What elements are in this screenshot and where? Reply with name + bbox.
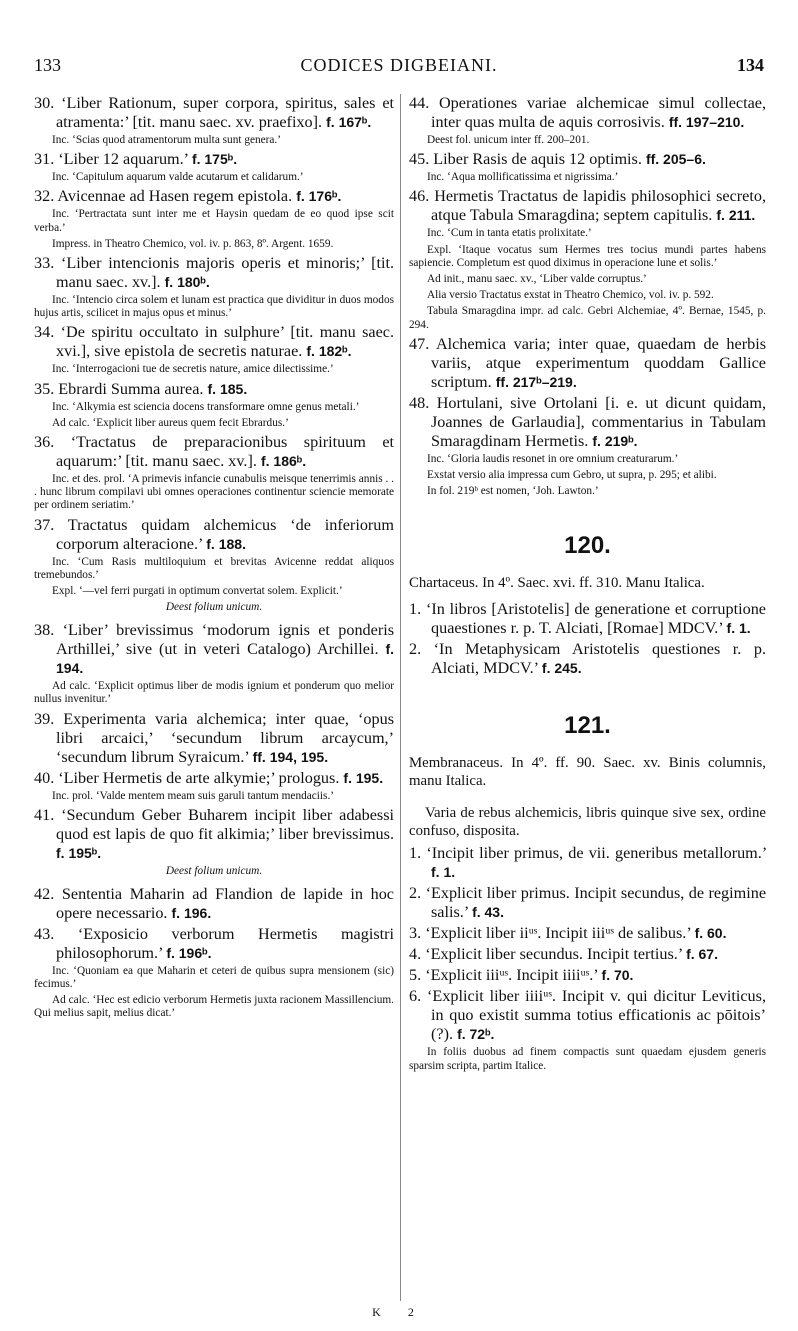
catalog-entry <box>34 433 394 471</box>
entry-note: Expl. ‘—vel ferri purgati in optimum convertat solem. Explicit.’ <box>52 585 343 598</box>
entry-text: ‘Explicit liber iiᵘˢ. Incipit iiiᵘˢ de salibus.’ <box>425 924 691 943</box>
folio-reference: ff. 217ᵇ–219. <box>495 373 577 390</box>
folio-reference: f. 211. <box>716 207 756 224</box>
catalog-entry <box>409 600 766 638</box>
folio-reference: f. 70. <box>601 967 634 984</box>
right-column <box>409 94 766 1076</box>
catalog-entry <box>34 323 394 361</box>
lacuna-note: Deest folium unicum. <box>165 601 263 614</box>
entry-number: 45. <box>409 150 430 169</box>
entry-number: 41. <box>34 805 55 824</box>
entry-note: Alia versio Tractatus exstat in Theatro Chemico, vol. iv. p. 592. <box>427 289 714 302</box>
catalog-entry <box>409 987 766 1044</box>
catalog-entry <box>34 769 394 788</box>
folio-reference: f. 175ᵇ. <box>191 151 238 168</box>
entry-text: ‘Liber’ brevissimus ‘modorum ignis et ponderis Arthillei,’ sive (ut in veteri Catalogo) Archillei. <box>56 621 395 659</box>
folio-reference: f. 219ᵇ. <box>592 432 638 449</box>
page-number-left: 133 <box>34 55 61 75</box>
folio-reference: f. 186ᵇ. <box>260 453 307 470</box>
catalog-entry <box>409 394 766 451</box>
lacuna-note: Deest folium unicum. <box>165 864 263 877</box>
folio-reference: f. 196. <box>171 904 212 921</box>
entry-text: ‘Secundum Geber Buharem incipit liber adabessi quod est lapis de quo fit alkimia;’ liber brevissimus. <box>56 805 394 843</box>
codex-summary: Varia de rebus alchemicis, libris quinque sive sex, ordine confuso, disposita. <box>409 805 766 840</box>
running-title: CODICES DIGBEIANI. <box>300 55 498 75</box>
entry-note: Inc. ‘Cum Rasis multiloquium et brevitas Avicenne reddat aliquos tremebundos.’ <box>34 555 394 581</box>
folio-reference: f. 182ᵇ. <box>306 343 352 360</box>
catalog-entry <box>409 844 766 882</box>
entry-number: 2. <box>409 640 422 659</box>
entry-text: ‘Liber Rationum, super corpora, spiritus, sales et atramenta:’ [tit. manu saec. xv. praefixo]. <box>56 94 394 131</box>
entry-number: 48. <box>409 393 430 412</box>
entry-note: Inc. ‘Gloria laudis resonet in ore omnium creaturarum.’ <box>427 452 679 465</box>
folio-reference: f. 176ᵇ. <box>296 188 342 205</box>
entry-note: Expl. ‘Itaque vocatus sum Hermes tres tocius mundi partes habens sapiencie. Completum est quod diximus in operacione lune et solis.’ <box>409 243 766 269</box>
folio-reference: f. 188. <box>206 535 246 552</box>
entry-number: 2. <box>409 884 422 903</box>
codex-number: 121. <box>564 712 611 740</box>
entry-text: ‘Liber Hermetis de arte alkymie;’ prologus. <box>58 768 340 787</box>
entry-text: ‘Tractatus de preparacionibus spirituum et aquarum:’ [tit. manu saec. xv.]. <box>56 433 395 471</box>
entry-note: Ad init., manu saec. xv., ‘Liber valde corruptus.’ <box>427 273 647 286</box>
catalog-entry <box>34 885 394 923</box>
entry-text: Liber Rasis de aquis 12 optimis. <box>433 150 642 169</box>
entry-text: ‘De spiritu occultato in sulphure’ [tit. manu saec. xvi.], sive epistola de secretis naturae. <box>56 323 394 361</box>
folio-reference: f. 72ᵇ. <box>457 1026 495 1043</box>
entry-note: Inc. ‘Quoniam ea que Maharin et ceteri de quibus supra mensionem (sic) fecimus.’ <box>34 964 394 991</box>
catalog-entry <box>34 621 394 678</box>
folio-reference: ff. 205–6. <box>645 151 706 168</box>
entry-text: ‘Exposicio verborum Hermetis magistri philosophorum.’ <box>56 924 394 962</box>
left-column <box>34 94 394 1024</box>
catalog-entry <box>34 94 394 132</box>
entry-text: Hermetis Tractatus de lapidis philosophici secreto, atque Tabula Smaragdina; septem capitulis. <box>431 187 766 225</box>
entry-number: 37. <box>34 515 55 534</box>
entry-text: ‘Explicit liber primus. Incipit secundus, de regimine salis.’ <box>425 884 767 922</box>
entry-number: 32. <box>34 187 55 206</box>
entry-text: ‘Explicit iiiᵘˢ. Incipit iiiiᵘˢ.’ <box>425 966 598 985</box>
entry-number: 47. <box>409 334 430 353</box>
entry-note: Inc. ‘Pertractata sunt inter me et Haysin quedam de eo quod ipse scit verba.’ <box>34 208 394 234</box>
catalog-entry <box>409 966 766 985</box>
folio-reference: f. 43. <box>472 904 504 921</box>
entry-number: 43. <box>34 924 55 943</box>
entry-text: Sententia Maharin ad Flandion de lapide in hoc opere necessario. <box>56 884 394 922</box>
folio-reference: f. 1. <box>726 620 751 637</box>
catalog-entry <box>34 925 394 963</box>
catalog-entry <box>409 884 766 922</box>
folio-reference: f. 195ᵇ. <box>56 844 102 861</box>
entry-note: Inc. prol. ‘Valde mentem meam suis garuli tantum mendaciis.’ <box>52 789 335 802</box>
entry-text: ‘In libros [Aristotelis] de generatione et corruptione quaestiones r. p. T. Alciati, [Romae] MDCV.’ <box>425 600 766 638</box>
entry-number: 39. <box>34 709 55 728</box>
folio-reference: f. 195. <box>343 769 384 786</box>
entry-note: Ad calc. ‘Hec est edicio verborum Hermetis juxta racionem Massillencium. Qui melius sapit, melius dicat.’ <box>34 994 394 1020</box>
folio-reference: f. 167ᵇ. <box>326 114 372 130</box>
entry-text: Hortulani, sive Ortolani [i. e. ut dicunt quidam, Joannes de Garlaudia], commentarius in Tabulam Smaragdinam Hermetis. <box>431 393 766 450</box>
entry-number: 5. <box>409 966 422 985</box>
page-number-right: 134 <box>737 55 764 75</box>
folio-reference: f. 67. <box>686 946 718 963</box>
entry-note: Deest fol. unicum inter ff. 200–201. <box>427 134 590 146</box>
catalog-entry <box>409 924 766 943</box>
catalog-entry <box>409 94 766 132</box>
entry-text: Experimenta varia alchemica; inter quae, ‘opus libri arcaici,’ ‘secundum librum arcaycum,’ ‘secundum librum Syraicum.’ <box>56 709 394 766</box>
entry-note: In fol. 219ᵇ est nomen, ‘Joh. Lawton.’ <box>427 485 599 498</box>
entry-note: Tabula Smaragdina impr. ad calc. Gebri Alchemiae, 4º. Bernae, 1545, p. 294. <box>409 305 766 331</box>
folio-reference: f. 194. <box>56 641 394 677</box>
entry-note: Inc. ‘Aqua mollificatissima et nigrissima.’ <box>427 171 619 184</box>
entry-number: 30. <box>34 94 55 112</box>
signature-mark: K 2 <box>372 1305 426 1319</box>
catalog-entry <box>34 516 394 554</box>
catalog-entry <box>409 187 766 225</box>
entry-note: Ad calc. ‘Explicit optimus liber de modis ignium et ponderum quo melior nullus invenitur.’ <box>34 680 394 706</box>
folio-reference: f. 180ᵇ. <box>164 274 210 291</box>
entry-note: Ad calc. ‘Explicit liber aureus quem fecit Ebrardus.’ <box>52 416 289 429</box>
entry-note: Exstat versio alia impressa cum Gebro, ut supra, p. 295; et alibi. <box>427 469 717 482</box>
entry-text: Avicennae ad Hasen regem epistola. <box>57 187 293 206</box>
page-header <box>34 54 764 82</box>
catalog-entry <box>409 335 766 392</box>
entry-text: Tractatus quidam alchemicus ‘de inferiorum corporum alteracione.’ <box>56 515 394 553</box>
entry-text: ‘Explicit liber iiiiᵘˢ. Incipit v. qui dicitur Leviticus, in quo existit summa totius efficationis ac pōitois’ (?). <box>427 987 766 1044</box>
entry-note: Inc. ‘Scias quod atramentorum multa sunt genera.’ <box>52 134 282 146</box>
entry-note: Inc. ‘Cum in tanta etatis prolixitate.’ <box>427 227 592 240</box>
catalog-entry <box>34 806 394 863</box>
entry-note: Inc. ‘Alkymia est sciencia docens transformare omne genus metali.’ <box>52 400 360 413</box>
entry-number: 33. <box>34 254 55 273</box>
column-divider <box>400 94 401 1301</box>
entry-note: Inc. ‘Intencio circa solem et lunam est practica que dividitur in duos modos hujus artis, scilicet in majus opus et minus.’ <box>34 294 394 320</box>
catalog-entry <box>34 187 394 206</box>
entry-note: In foliis duobus ad finem compactis sunt quaedam ejusdem generis sparsim scripta, partim Italice. <box>409 1046 766 1072</box>
entry-text: Alchemica varia; inter quae, quaedam de herbis variis, atque experimentum quoddam Gallice scriptum. <box>431 334 766 391</box>
entry-note: Inc. ‘Capitulum aquarum valde acutarum et calidarum.’ <box>52 171 304 184</box>
codex-description: Chartaceus. In 4º. Saec. xvi. ff. 310. Manu Italica. <box>409 575 705 592</box>
entry-number: 42. <box>34 884 55 903</box>
codex-description: Membranaceus. In 4º. ff. 90. Saec. xv. Binis columnis, manu Italica. <box>409 755 766 790</box>
entry-text: ‘In Metaphysicam Aristotelis questiones r. p. Alciati, MDCV.’ <box>431 640 767 678</box>
entry-number: 38. <box>34 621 55 640</box>
entry-number: 1. <box>409 600 422 619</box>
entry-text: ‘Liber intencionis majoris operis et minoris;’ [tit. manu saec. xv.]. <box>56 254 395 292</box>
entry-number: 36. <box>34 433 55 452</box>
entry-number: 44. <box>409 94 430 112</box>
entry-text: ‘Explicit liber secundus. Incipit tertius.’ <box>425 945 683 964</box>
entry-number: 3. <box>409 924 422 943</box>
entry-text: ‘Liber 12 aquarum.’ <box>58 150 188 169</box>
entry-number: 40. <box>34 768 55 787</box>
entry-number: 35. <box>34 379 55 398</box>
entry-note: Inc. et des. prol. ‘A primevis infancie cunabulis meisque tenerrimis annis . . . hunc librum compilavi ubi omnes operaciones continentur sciencie memorate per ordinem seriatim.’ <box>34 473 394 512</box>
entry-note: Impress. in Theatro Chemico, vol. iv. p. 863, 8º. Argent. 1659. <box>52 237 334 250</box>
entry-text: Operationes variae alchemicae simul collectae, inter quas multa de aquis corrosivis. <box>431 94 767 131</box>
catalog-entry <box>34 150 394 169</box>
catalog-entry <box>34 380 394 399</box>
catalog-entry <box>34 710 394 767</box>
entry-number: 4. <box>409 945 422 964</box>
codex-number: 120. <box>564 532 611 560</box>
folio-reference: f. 185. <box>207 380 248 397</box>
entry-number: 6. <box>409 987 422 1006</box>
folio-reference: f. 245. <box>541 660 582 677</box>
entry-text: Ebrardi Summa aurea. <box>58 379 204 398</box>
catalog-entry <box>34 254 394 292</box>
catalog-entry <box>409 640 766 678</box>
entry-number: 34. <box>34 323 55 342</box>
entry-number: 46. <box>409 187 430 206</box>
catalog-entry <box>409 945 766 964</box>
catalog-entry <box>409 150 766 169</box>
entry-number: 31. <box>34 150 55 169</box>
entry-number: 1. <box>409 844 422 863</box>
folio-reference: f. 196ᵇ. <box>166 944 212 961</box>
entry-note: Inc. ‘Interrogacioni tue de secretis nature, amice dilectissime.’ <box>52 363 334 376</box>
folio-reference: f. 1. <box>431 864 456 881</box>
folio-reference: f. 60. <box>694 925 727 942</box>
folio-reference: ff. 197–210. <box>668 114 745 130</box>
folio-reference: ff. 194, 195. <box>252 748 329 765</box>
entry-text: ‘Incipit liber primus, de vii. generibus metallorum.’ <box>426 844 767 863</box>
